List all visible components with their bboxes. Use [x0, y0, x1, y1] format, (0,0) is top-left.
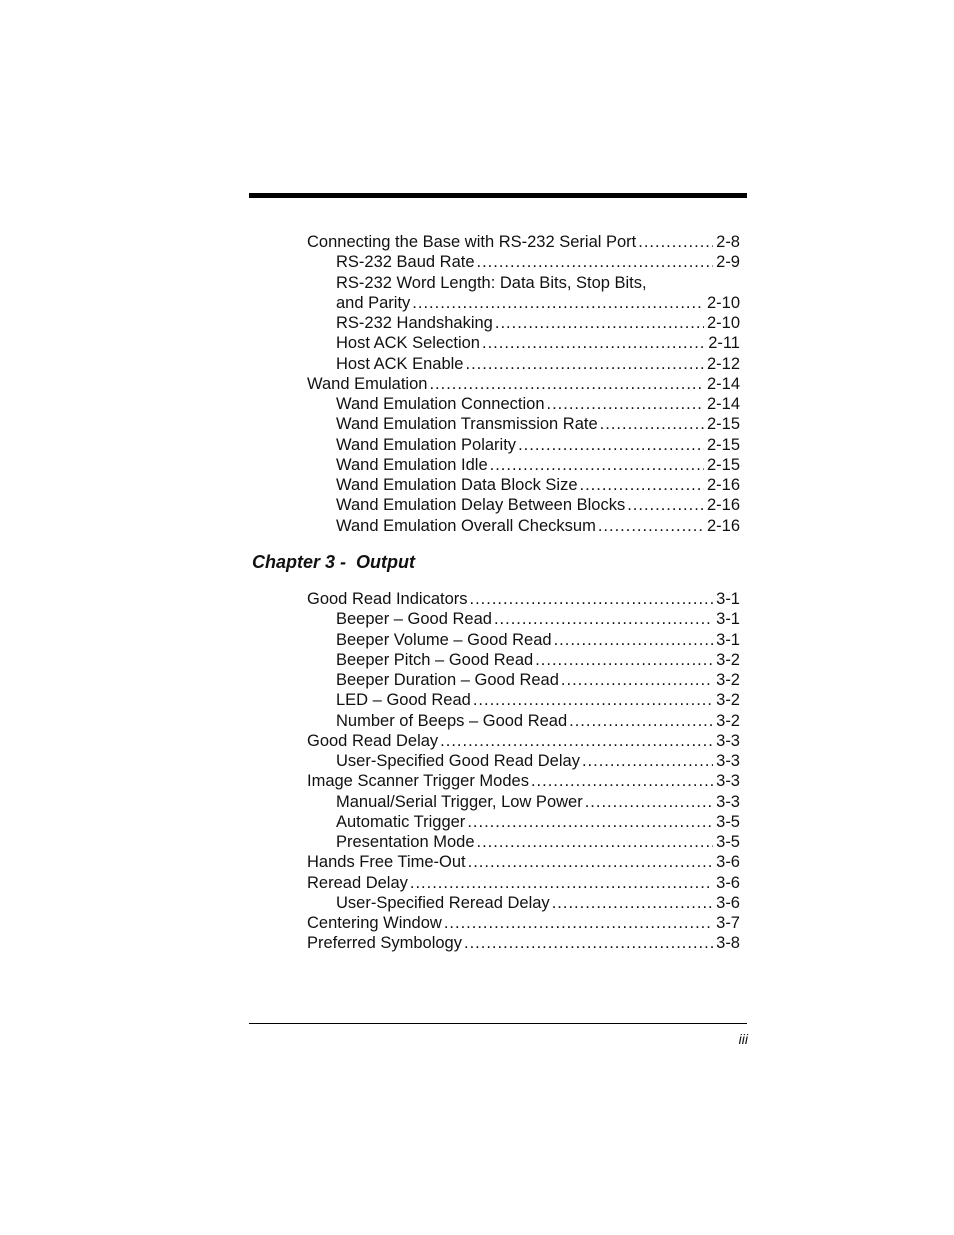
toc-entry-page: 2-16: [706, 476, 740, 494]
toc-entry-page: 2-15: [706, 435, 740, 454]
toc-entry-title: LED – Good Read: [336, 691, 471, 710]
toc-entry-page: 3-3: [716, 792, 740, 811]
toc-leader-dots: [494, 609, 713, 629]
toc-entry-title: Beeper – Good Read: [336, 610, 492, 629]
toc-entry-page: 3-1: [716, 630, 740, 649]
toc-entry-title: Host ACK Selection: [336, 334, 480, 353]
toc-entry-page: 2-15: [706, 415, 740, 434]
toc-entry-title: Beeper Volume – Good Read: [336, 630, 552, 649]
toc-entry[interactable]: [307, 609, 740, 629]
toc-leader-dots: [600, 414, 704, 434]
toc-entry[interactable]: [307, 455, 740, 475]
toc-entry-page: 2-10: [706, 293, 740, 312]
page-number: iii: [738, 1031, 748, 1047]
toc-entry-title: Preferred Symbology: [307, 934, 462, 953]
toc-entry[interactable]: [307, 414, 740, 434]
toc-entry-title: Presentation Mode: [336, 833, 475, 851]
toc-entry-title: Good Read Delay: [307, 731, 439, 750]
toc-entry[interactable]: [307, 333, 740, 353]
toc-entry[interactable]: [307, 293, 740, 313]
header-rule: [249, 193, 747, 198]
toc-entry-page: 3-6: [716, 853, 740, 872]
toc-leader-dots: [473, 690, 713, 710]
toc-entry[interactable]: [307, 832, 740, 852]
toc-entry-page: 3-2: [716, 671, 740, 689]
toc-entry-title: Wand Emulation Polarity: [336, 435, 517, 454]
toc-entry-title: Reread Delay: [307, 873, 408, 892]
toc-leader-dots: [569, 711, 713, 731]
toc-leader-dots: [552, 893, 713, 913]
toc-entry-title: Wand Emulation Delay Between Blocks: [336, 496, 626, 515]
toc-leader-dots: [638, 232, 713, 252]
toc-entry-page: 3-3: [716, 731, 740, 750]
toc-entry-page: 2-11: [708, 334, 740, 353]
toc-leader-dots: [585, 792, 713, 812]
toc-leader-dots: [582, 751, 713, 771]
toc-entry-title: Wand Emulation Data Block Size: [336, 476, 578, 494]
toc-entry-title: Good Read Indicators: [307, 590, 468, 608]
toc-entry-page: 3-2: [716, 650, 740, 669]
toc-entry-page: 2-12: [706, 354, 740, 373]
toc-entry[interactable]: [307, 913, 740, 933]
toc-entry-page: 3-2: [716, 711, 740, 730]
toc-entry-title: Wand Emulation Idle: [336, 455, 488, 474]
toc-entry-page: 2-8: [716, 233, 740, 251]
toc-section-chapter-3: [307, 589, 740, 954]
toc-entry-title: RS-232 Handshaking: [336, 314, 493, 332]
toc-entry[interactable]: [307, 873, 740, 893]
toc-entry-page: 2-9: [716, 253, 740, 272]
toc-leader-dots: [466, 354, 704, 374]
toc-entry[interactable]: [307, 792, 740, 812]
toc-entry-title: Automatic Trigger: [336, 812, 466, 831]
toc-entry[interactable]: [307, 589, 740, 609]
toc-entry-title: Centering Window: [307, 914, 442, 932]
toc-entry-title: Beeper Pitch – Good Read: [336, 650, 534, 669]
toc-entry-page: 3-3: [716, 752, 740, 770]
toc-leader-dots: [468, 852, 714, 872]
toc-entry[interactable]: [307, 893, 740, 913]
toc-entry-title: Manual/Serial Trigger, Low Power: [336, 792, 583, 811]
toc-leader-dots: [490, 455, 704, 475]
toc-leader-dots: [554, 630, 714, 650]
toc-leader-dots: [561, 670, 713, 690]
toc-leader-dots: [410, 873, 713, 893]
toc-entry[interactable]: [307, 516, 740, 536]
toc-entry-page: 2-15: [706, 455, 740, 474]
toc-leader-dots: [470, 589, 714, 609]
toc-entry-page: 2-10: [706, 314, 740, 332]
toc-entry[interactable]: [307, 711, 740, 731]
toc-leader-dots: [444, 913, 713, 933]
toc-entry-title: Beeper Duration – Good Read: [336, 671, 559, 689]
toc-entry-page: 3-2: [716, 691, 740, 710]
toc-section-chapter-2: [307, 232, 740, 536]
toc-entry-page: 3-1: [716, 610, 740, 629]
toc-leader-dots: [467, 812, 713, 832]
toc-entry-page: 2-14: [706, 374, 740, 393]
toc-entry[interactable]: [307, 475, 740, 495]
toc-entry[interactable]: [307, 495, 740, 515]
toc-entry[interactable]: [307, 630, 740, 650]
toc-entry-title: Wand Emulation Transmission Rate: [336, 415, 598, 434]
toc-leader-dots: [477, 252, 714, 272]
toc-leader-dots: [429, 374, 704, 394]
toc-entry-page: 3-6: [716, 873, 740, 892]
toc-entry-page: 3-8: [716, 934, 740, 953]
toc-entry[interactable]: [307, 435, 740, 455]
toc-entry-page: 3-3: [716, 772, 740, 791]
toc-entry[interactable]: [307, 650, 740, 670]
chapter-heading: Chapter 3 - Output: [252, 552, 415, 572]
toc-entry[interactable]: [307, 252, 740, 272]
toc-entry[interactable]: [307, 771, 740, 791]
toc-entry-title: RS-232 Baud Rate: [336, 253, 475, 272]
toc-entry[interactable]: [307, 812, 740, 832]
toc-leader-dots: [627, 495, 704, 515]
toc-leader-dots: [440, 731, 713, 751]
toc-leader-dots: [518, 435, 704, 455]
toc-entry[interactable]: [307, 852, 740, 872]
toc-entry-page: 3-7: [716, 914, 740, 932]
toc-entry[interactable]: [307, 232, 740, 252]
toc-entry-page: 3-6: [716, 893, 740, 912]
toc-entry[interactable]: [307, 670, 740, 690]
toc-entry-title: User-Specified Reread Delay: [336, 893, 550, 912]
toc-entry-title: RS-232 Word Length: Data Bits, Stop Bits,: [336, 273, 647, 292]
toc-entry[interactable]: [307, 313, 740, 333]
toc-leader-dots: [535, 650, 713, 670]
toc-entry-title: Image Scanner Trigger Modes: [307, 772, 529, 791]
toc-entry[interactable]: [307, 751, 740, 771]
toc-entry[interactable]: [307, 933, 740, 953]
toc-entry-page: 2-16: [706, 516, 740, 535]
toc-entry-page: 2-16: [706, 496, 740, 515]
toc-leader-dots: [580, 475, 704, 495]
toc-entry[interactable]: [307, 394, 740, 414]
toc-entry-title: Connecting the Base with RS-232 Serial Port: [307, 233, 637, 251]
toc-entry-title: and Parity: [336, 293, 411, 312]
toc-entry-title: Wand Emulation: [307, 374, 428, 393]
toc-leader-dots: [547, 394, 704, 414]
toc-entry-page: 3-1: [716, 590, 740, 608]
toc-leader-dots: [598, 516, 704, 536]
toc-entry[interactable]: [307, 731, 740, 751]
toc-leader-dots: [412, 293, 704, 313]
toc-leader-dots: [464, 933, 713, 953]
toc-entry[interactable]: [307, 354, 740, 374]
footer-rule: [249, 1023, 747, 1024]
toc-leader-dots: [495, 313, 704, 333]
toc-entry-page: 3-5: [716, 812, 740, 831]
toc-entry-title: User-Specified Good Read Delay: [336, 752, 580, 770]
toc-entry[interactable]: [307, 273, 740, 293]
toc-entry-title: Wand Emulation Connection: [336, 395, 545, 413]
toc-entry[interactable]: [307, 690, 740, 710]
toc-entry-title: Wand Emulation Overall Checksum: [336, 516, 596, 535]
toc-entry[interactable]: [307, 374, 740, 394]
toc-leader-dots: [482, 333, 705, 353]
toc-entry-title: Host ACK Enable: [336, 354, 464, 373]
toc-entry-title: Hands Free Time-Out: [307, 853, 466, 872]
toc-leader-dots: [477, 832, 714, 852]
toc-entry-page: 2-14: [706, 395, 740, 413]
toc-leader-dots: [531, 771, 713, 791]
toc-entry-title: Number of Beeps – Good Read: [336, 711, 568, 730]
toc-entry-page: 3-5: [716, 833, 740, 851]
